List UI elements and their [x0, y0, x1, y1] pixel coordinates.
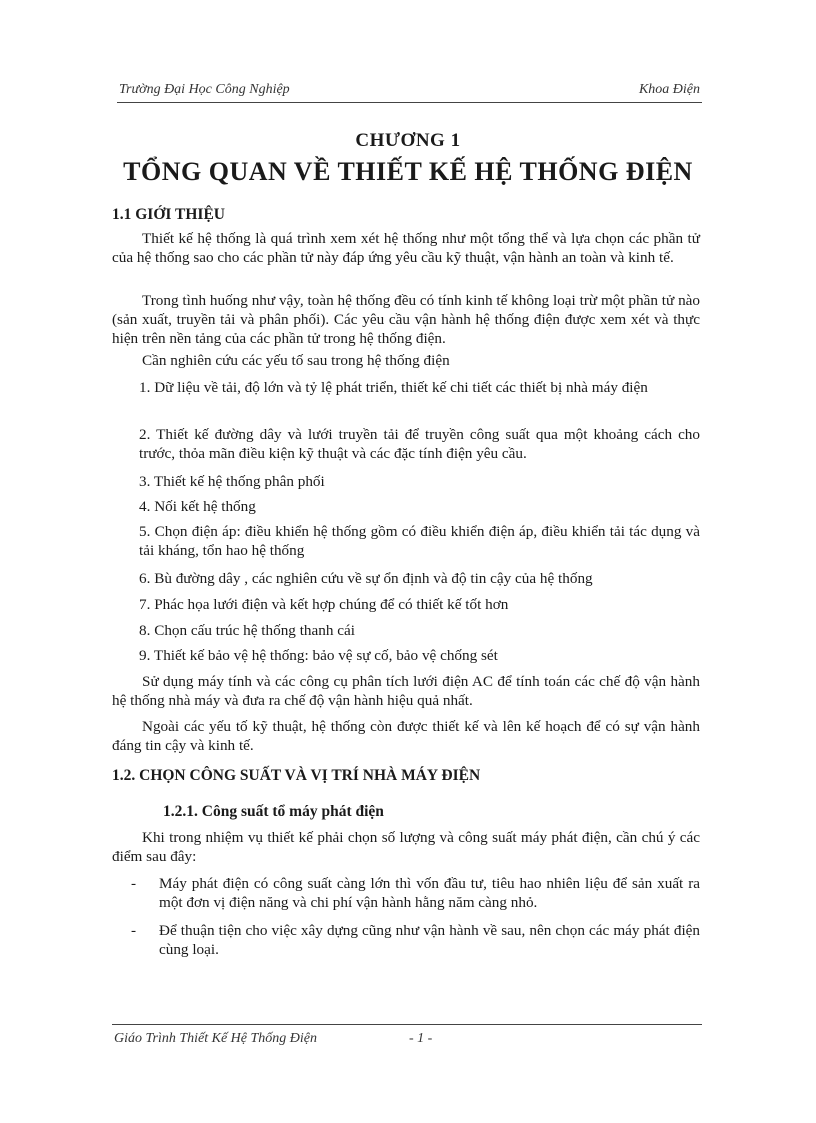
page-footer — [112, 1024, 702, 1047]
paragraph: Khi trong nhiệm vụ thiết kế phải chọn số lượng và công suất máy phát điện, cần chú ý các điểm sau đây: — [112, 829, 700, 865]
paragraph: Cần nghiên cứu các yếu tố sau trong hệ thống điện — [142, 352, 450, 369]
paragraph: Sử dụng máy tính và các công cụ phân tích lưới điện AC để tính toán các chế độ vận hành hệ thống nhà máy và đưa ra chế độ vận hành hiệu quả nhất. — [112, 673, 700, 709]
bullet-dash: - — [131, 875, 137, 892]
paragraph: Thiết kế hệ thống là quá trình xem xét hệ thống như một tổng thể và lựa chọn các phần tử của hệ thống sao cho các phần tử này đáp ứng yêu cầu kỹ thuật, vận hành an toàn và kinh tế. — [112, 230, 700, 266]
page-number: - 1 - — [409, 1031, 433, 1046]
paragraph: Ngoài các yếu tố kỹ thuật, hệ thống còn được thiết kế và lên kế hoạch để có sự vận hành đáng tin cậy và kinh tế. — [112, 718, 700, 754]
footer-book-title: Giáo Trình Thiết Kế Hệ Thống Điện — [114, 1031, 318, 1046]
list-item: 4. Nối kết hệ thống — [139, 498, 256, 515]
list-item: 2. Thiết kế đường dây và lưới truyền tải để truyền công suất qua một khoảng cách cho trước, thỏa mãn điều kiện kỹ thuật và các đặc tính điện yêu cầu. — [139, 426, 700, 462]
list-item: 8. Chọn cấu trúc hệ thống thanh cái — [139, 622, 355, 639]
list-item: 1. Dữ liệu về tải, độ lớn và tỷ lệ phát triển, thiết kế chi tiết các thiết bị nhà máy điện — [139, 379, 648, 396]
paragraph: Trong tình huống như vậy, toàn hệ thống đều có tính kinh tế không loại trừ một phần tử nào (sản xuất, truyền tải và phân phối). Các yêu cầu vận hành hệ thống điện được xem xét và thực hiện trên nền tảng của các phần tử trong hệ thống điện. — [112, 292, 700, 347]
subsection-heading-1-2-1: 1.2.1. Công suất tổ máy phát điện — [163, 803, 384, 820]
bullet-item — [131, 874, 700, 912]
chapter-label: CHƯƠNG 1 — [355, 130, 461, 151]
bullet-text: Máy phát điện có công suất càng lớn thì vốn đầu tư, tiêu hao nhiên liệu để sản xuất ra một đơn vị điện năng và chi phí vận hành hằng năm càng nhỏ. — [159, 875, 700, 911]
section-heading-1-2: 1.2. CHỌN CÔNG SUẤT VÀ VỊ TRÍ NHÀ MÁY ĐIỆN — [112, 767, 481, 784]
list-item: 3. Thiết kế hệ thống phân phối — [139, 473, 325, 490]
bullet-text: Để thuận tiện cho việc xây dựng cũng như vận hành về sau, nên chọn các máy phát điện cùng loại. — [159, 922, 700, 958]
page-header — [117, 80, 702, 103]
chapter-title: TỔNG QUAN VỀ THIẾT KẾ HỆ THỐNG ĐIỆN — [123, 157, 693, 186]
header-school: Trường Đại Học Công Nghiệp — [119, 82, 290, 97]
bullet-dash: - — [131, 922, 137, 939]
list-item: 6. Bù đường dây , các nghiên cứu về sự ổn định và độ tin cậy của hệ thống — [139, 570, 593, 587]
header-faculty: Khoa Điện — [638, 82, 700, 97]
list-item: 5. Chọn điện áp: điều khiển hệ thống gồm có điều khiển điện áp, điều khiển tải tác dụng và tải kháng, tổn hao hệ thống — [139, 523, 700, 559]
list-item: 7. Phác họa lưới điện và kết hợp chúng để có thiết kế tốt hơn — [139, 596, 509, 613]
list-item: 9. Thiết kế bảo vệ hệ thống: bảo vệ sự cố, bảo vệ chống sét — [139, 647, 498, 664]
bullet-item — [131, 921, 700, 959]
section-heading-1-1: 1.1 GIỚI THIỆU — [112, 206, 225, 223]
